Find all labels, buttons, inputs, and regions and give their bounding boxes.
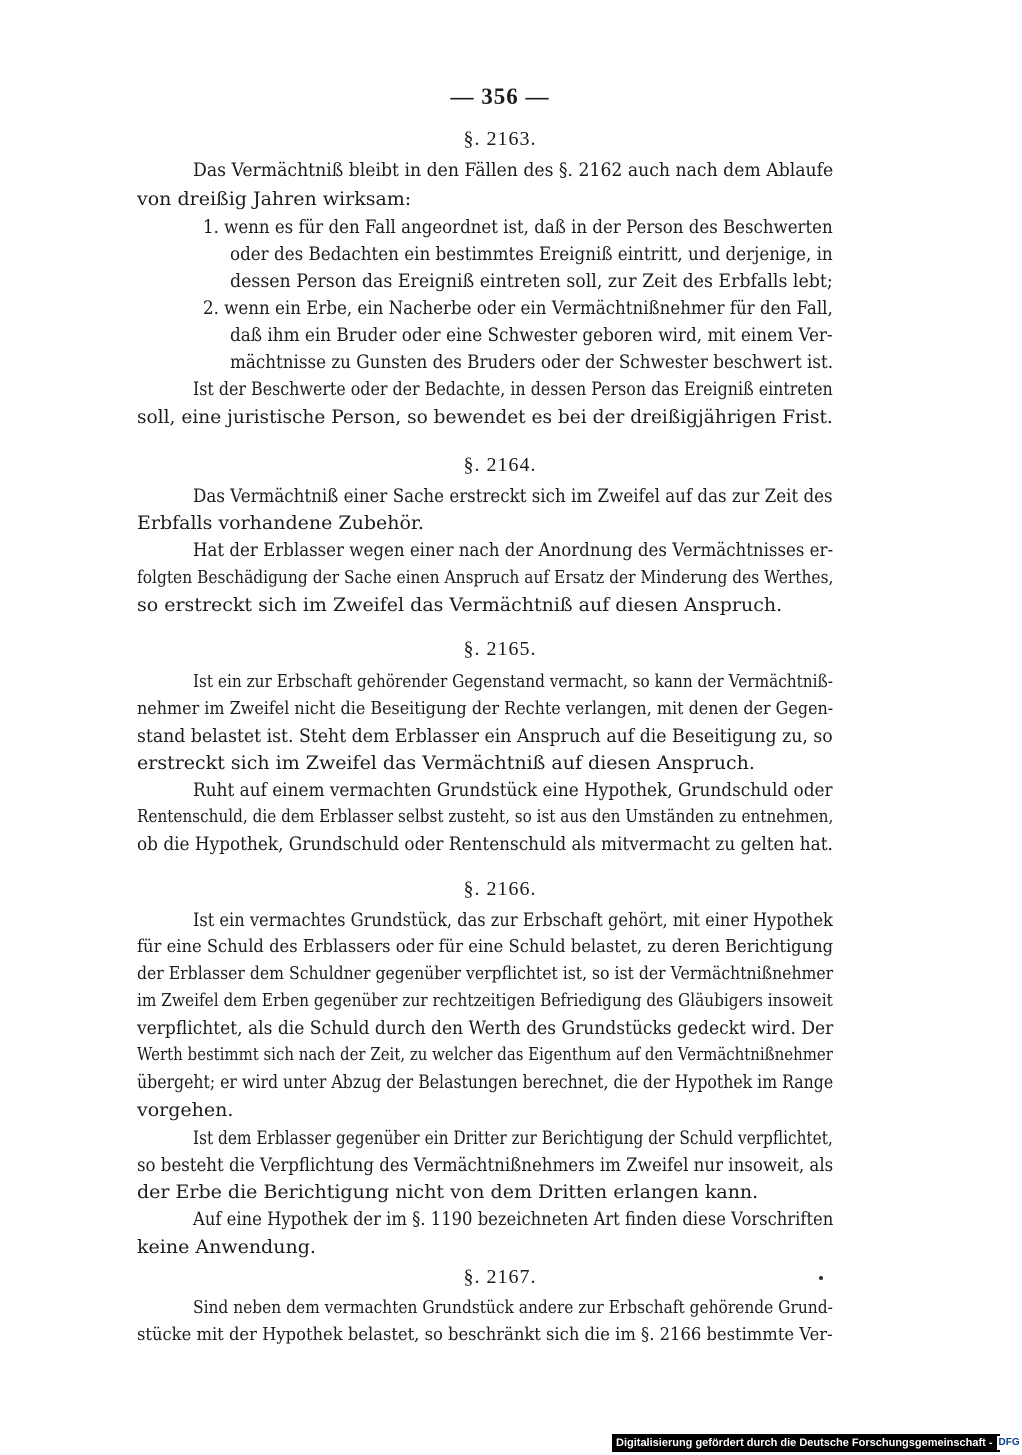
- text-line: ob die Hypothek, Grundschuld oder Rentenschuld als mitvermacht zu gelten hat.: [137, 833, 833, 855]
- dfg-logo: DFG: [998, 1437, 1020, 1448]
- text-line: keine Anwendung.: [137, 1236, 316, 1258]
- section-heading-2163: §. 2163.: [463, 128, 537, 150]
- section-heading-2164: §. 2164.: [463, 454, 537, 476]
- text-line: Sind neben dem vermachten Grundstück andere zur Erbschaft gehörende Grund-: [193, 1297, 833, 1318]
- text-line: Ist ein zur Erbschaft gehörender Gegenstand vermacht, so kann der Vermächtniß-: [193, 671, 833, 692]
- section-heading-2165: §. 2165.: [463, 638, 537, 660]
- text-line: so erstreckt sich im Zweifel das Vermächtniß auf diesen Anspruch.: [137, 594, 783, 616]
- text-line: Hat der Erblasser wegen einer nach der Anordnung des Vermächtnisses er-: [193, 539, 834, 561]
- text-line: folgten Beschädigung der Sache einen Anspruch auf Ersatz der Minderung des Werthes,: [137, 567, 834, 588]
- section-heading-2166: §. 2166.: [463, 878, 537, 900]
- text-line: von dreißig Jahren wirksam:: [137, 188, 412, 210]
- list-item-1: 1. wenn es für den Fall angeordnet ist, daß in der Person des Beschwerten: [203, 216, 833, 238]
- text-line: dessen Person das Ereigniß eintreten soll, zur Zeit des Erbfalls lebt;: [230, 270, 833, 292]
- text-line: oder des Bedachten ein bestimmtes Ereigniß eintritt, und derjenige, in: [230, 243, 833, 265]
- page-number: — 356 —: [450, 84, 550, 109]
- text-line: Ruht auf einem vermachten Grundstück eine Hypothek, Grundschuld oder: [193, 779, 833, 801]
- text-line: Ist der Beschwerte oder der Bedachte, in dessen Person das Ereigniß eintreten: [193, 378, 833, 400]
- text-line: Werth bestimmt sich nach der Zeit, zu welcher das Eigenthum auf den Vermächtnißnehmer: [137, 1044, 833, 1065]
- text-line: Rentenschuld, die dem Erblasser selbst zusteht, so ist aus den Umständen zu entnehmen,: [137, 806, 834, 827]
- text-line: für eine Schuld des Erblassers oder für eine Schuld belastet, zu deren Berichtigung: [137, 936, 834, 957]
- text-line: stücke mit der Hypothek belastet, so beschränkt sich die im §. 2166 bestimmte Ver-: [137, 1324, 833, 1345]
- text-line: soll, eine juristische Person, so bewendet es bei der dreißigjährigen Frist.: [137, 406, 833, 428]
- text-line: so besteht die Verpflichtung des Vermächtnißnehmers im Zweifel nur insoweit, als: [137, 1154, 834, 1176]
- text-line: stand belastet ist. Steht dem Erblasser ein Anspruch auf die Beseitigung zu, so: [137, 725, 833, 747]
- text-line: Das Vermächtniß bleibt in den Fällen des §. 2162 auch nach dem Ablaufe: [193, 159, 834, 181]
- text-line: der Erbe die Berichtigung nicht von dem Dritten erlangen kann.: [137, 1181, 759, 1203]
- text-line: mächtnisse zu Gunsten des Bruders oder der Schwester beschwert ist.: [230, 351, 834, 373]
- text-line: verpflichtet, als die Schuld durch den Werth des Grundstücks gedeckt wird. Der: [137, 1017, 834, 1039]
- text-line: daß ihm ein Bruder oder eine Schwester geboren wird, mit einem Ver-: [230, 324, 833, 346]
- text-line: Erbfalls vorhandene Zubehör.: [137, 512, 424, 534]
- text-line: der Erblasser dem Schuldner gegenüber verpflichtet ist, so ist der Vermächtnißnehmer: [137, 963, 834, 984]
- text-line: nehmer im Zweifel nicht die Beseitigung der Rechte verlangen, mit denen der Gegen-: [137, 698, 834, 719]
- text-line: erstreckt sich im Zweifel das Vermächtniß auf diesen Anspruch.: [137, 752, 755, 774]
- text-line: übergeht; er wird unter Abzug der Belastungen berechnet, die der Hypothek im Range: [137, 1071, 834, 1093]
- ink-speck: [819, 1276, 823, 1280]
- digitization-footer: [612, 1434, 1020, 1452]
- footer-text: Digitalisierung gefördert durch die Deutsche Forschungsgemeinschaft -: [616, 1437, 993, 1449]
- section-heading-2167: §. 2167.: [463, 1266, 537, 1288]
- text-line: Ist ein vermachtes Grundstück, das zur Erbschaft gehört, mit einer Hypothek: [193, 909, 833, 931]
- text-line: Auf eine Hypothek der im §. 1190 bezeichneten Art finden diese Vorschriften: [193, 1208, 834, 1230]
- text-line: vorgehen.: [137, 1099, 234, 1121]
- text-line: Ist dem Erblasser gegenüber ein Dritter zur Berichtigung der Schuld verpflichtet,: [193, 1127, 833, 1149]
- text-line: im Zweifel dem Erben gegenüber zur rechtzeitigen Befriedigung des Gläubigers insoweit: [137, 990, 833, 1011]
- list-item-2: 2. wenn ein Erbe, ein Nacherbe oder ein Vermächtnißnehmer für den Fall,: [203, 297, 833, 319]
- text-line: Das Vermächtniß einer Sache erstreckt sich im Zweifel auf das zur Zeit des: [193, 485, 833, 507]
